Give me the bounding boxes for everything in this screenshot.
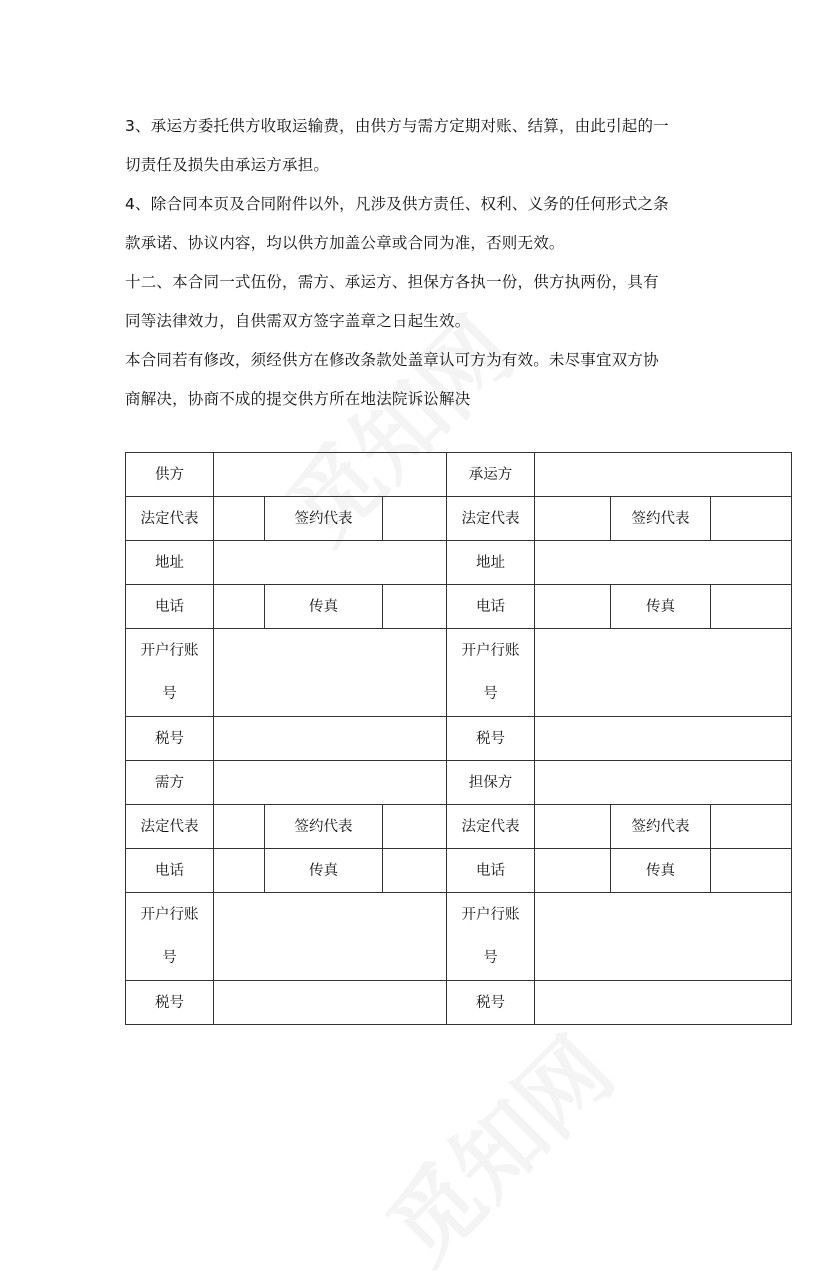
paragraph-line-1: 3、承运方委托供方收取运输费，由供方与需方定期对账、结算，由此引起的一 [125, 117, 669, 135]
buyer-value [214, 761, 447, 805]
carrier-value [535, 453, 792, 497]
supplier-legal-rep-value [214, 497, 265, 541]
table-row [126, 717, 792, 761]
supplier-fax-label: 传真 [265, 585, 383, 629]
guarantor-fax-value [711, 849, 792, 893]
supplier-tax-value [214, 717, 447, 761]
paragraph-line-5: 十二、本合同一式伍份，需方、承运方、担保方各执一份，供方执两份，具有 [125, 273, 659, 291]
table-row [126, 805, 792, 849]
carrier-signing-rep-label: 签约代表 [611, 497, 711, 541]
guarantor-bank-account-value [535, 893, 792, 981]
table-row [126, 849, 792, 893]
carrier-tax-label: 税号 [447, 717, 535, 761]
supplier-bank-account-value [214, 629, 447, 717]
supplier-phone-label: 电话 [126, 585, 214, 629]
paragraph-line-7: 本合同若有修改，须经供方在修改条款处盖章认可方为有效。未尽事宜双方协 [125, 351, 659, 369]
table-row [126, 541, 792, 585]
table-row [126, 585, 792, 629]
guarantor-tax-label: 税号 [447, 981, 535, 1025]
buyer-bank-account-value [214, 893, 447, 981]
carrier-signing-rep-value [711, 497, 792, 541]
table-row [126, 761, 792, 805]
supplier-phone-value [214, 585, 265, 629]
carrier-phone-value [535, 585, 611, 629]
supplier-fax-value [383, 585, 447, 629]
guarantor-value [535, 761, 792, 805]
supplier-signing-rep-value [383, 497, 447, 541]
carrier-address-label: 地址 [447, 541, 535, 585]
buyer-bank-account-label: 开户行账号 [126, 893, 214, 981]
carrier-fax-value [711, 585, 792, 629]
guarantor-phone-value [535, 849, 611, 893]
guarantor-tax-value [535, 981, 792, 1025]
carrier-label: 承运方 [447, 453, 535, 497]
party-info-table [125, 452, 792, 1025]
supplier-bank-account-label: 开户行账号 [126, 629, 214, 717]
paragraph-line-4: 款承诺、协议内容，均以供方加盖公章或合同为准，否则无效。 [125, 234, 565, 252]
paragraph-line-2: 切责任及损失由承运方承担。 [125, 156, 330, 174]
carrier-bank-account-label: 开户行账号 [447, 629, 535, 717]
guarantor-signing-rep-label: 签约代表 [611, 805, 711, 849]
carrier-bank-account-value [535, 629, 792, 717]
supplier-tax-label: 税号 [126, 717, 214, 761]
carrier-fax-label: 传真 [611, 585, 711, 629]
buyer-tax-value [214, 981, 447, 1025]
buyer-fax-label: 传真 [265, 849, 383, 893]
supplier-label: 供方 [126, 453, 214, 497]
guarantor-label: 担保方 [447, 761, 535, 805]
table-row [126, 893, 792, 981]
table-row [126, 453, 792, 497]
buyer-phone-label: 电话 [126, 849, 214, 893]
buyer-label: 需方 [126, 761, 214, 805]
guarantor-phone-label: 电话 [447, 849, 535, 893]
supplier-address-value [214, 541, 447, 585]
supplier-value [214, 453, 447, 497]
guarantor-legal-rep-value [535, 805, 611, 849]
carrier-tax-value [535, 717, 792, 761]
carrier-legal-rep-label: 法定代表 [447, 497, 535, 541]
guarantor-signing-rep-value [711, 805, 792, 849]
carrier-address-value [535, 541, 792, 585]
paragraph-line-6: 同等法律效力，自供需双方签字盖章之日起生效。 [125, 312, 471, 330]
supplier-legal-rep-label: 法定代表 [126, 497, 214, 541]
table-row [126, 629, 792, 717]
buyer-tax-label: 税号 [126, 981, 214, 1025]
buyer-signing-rep-label: 签约代表 [265, 805, 383, 849]
carrier-phone-label: 电话 [447, 585, 535, 629]
buyer-legal-rep-label: 法定代表 [126, 805, 214, 849]
guarantor-legal-rep-label: 法定代表 [447, 805, 535, 849]
watermark-bottom [354, 1004, 637, 1286]
buyer-signing-rep-value [383, 805, 447, 849]
buyer-fax-value [383, 849, 447, 893]
carrier-legal-rep-value [535, 497, 611, 541]
supplier-signing-rep-label: 签约代表 [265, 497, 383, 541]
buyer-phone-value [214, 849, 265, 893]
table-row [126, 981, 792, 1025]
guarantor-bank-account-label: 开户行账号 [447, 893, 535, 981]
supplier-address-label: 地址 [126, 541, 214, 585]
table-row [126, 497, 792, 541]
guarantor-fax-label: 传真 [611, 849, 711, 893]
paragraph-line-3: 4、除合同本页及合同附件以外，凡涉及供方责任、权利、义务的任何形式之条 [125, 195, 669, 213]
paragraph-line-8: 商解决，协商不成的提交供方所在地法院诉讼解决 [125, 390, 471, 408]
buyer-legal-rep-value [214, 805, 265, 849]
